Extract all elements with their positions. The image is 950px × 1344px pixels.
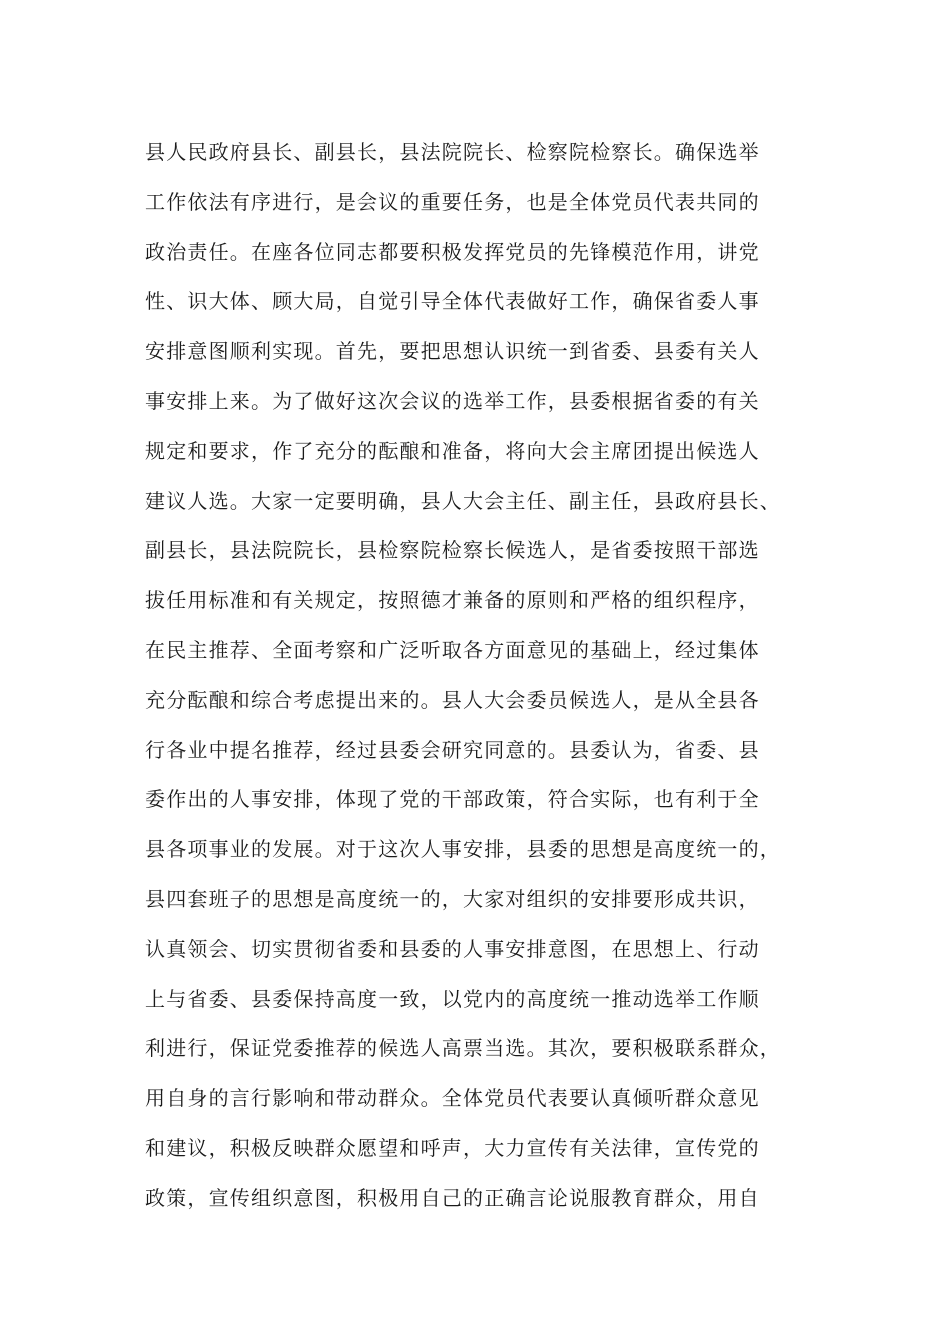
text-line: 事安排上来。为了做好这次会议的选举工作，县委根据省委的有关 <box>145 388 760 413</box>
text-line: 规定和要求，作了充分的酝酿和准备，将向大会主席团提出候选人 <box>145 438 760 463</box>
text-line: 性、识大体、顾大局，自觉引导全体代表做好工作，确保省委人事 <box>145 289 760 314</box>
text-line: 认真领会、切实贯彻省委和县委的人事安排意图，在思想上、行动 <box>145 936 760 961</box>
text-line: 工作依法有序进行，是会议的重要任务，也是全体党员代表共同的 <box>145 189 760 214</box>
text-line: 建议人选。大家一定要明确，县人大会主任、副主任，县政府县长、 <box>145 488 781 513</box>
text-line: 用自身的言行影响和带动群众。全体党员代表要认真倾听群众意见 <box>145 1086 760 1111</box>
text-line: 行各业中提名推荐，经过县委会研究同意的。县委认为，省委、县 <box>145 737 760 762</box>
text-line: 上与省委、县委保持高度一致，以党内的高度统一推动选举工作顺 <box>145 986 760 1011</box>
text-line: 副县长，县法院院长，县检察院检察长候选人，是省委按照干部选 <box>145 538 760 563</box>
text-line: 县各项事业的发展。对于这次人事安排，县委的思想是高度统一的， <box>145 837 781 862</box>
text-line: 拔任用标准和有关规定，按照德才兼备的原则和严格的组织程序， <box>145 588 760 613</box>
text-line: 在民主推荐、全面考察和广泛听取各方面意见的基础上，经过集体 <box>145 637 760 662</box>
text-line: 安排意图顺利实现。首先，要把思想认识统一到省委、县委有关人 <box>145 339 760 364</box>
text-line: 县人民政府县长、副县长，县法院院长、检察院检察长。确保选举 <box>145 140 760 164</box>
text-line: 和建议，积极反映群众愿望和呼声，大力宣传有关法律，宣传党的 <box>145 1135 760 1160</box>
text-line: 委作出的人事安排，体现了党的干部政策，符合实际，也有利于全 <box>145 787 760 812</box>
body-text <box>145 128 845 1224</box>
text-line: 充分酝酿和综合考虑提出来的。县人大会委员候选人，是从全县各 <box>145 687 760 712</box>
text-line: 政策，宣传组织意图，积极用自己的正确言论说服教育群众，用自 <box>145 1185 760 1210</box>
text-line: 县四套班子的思想是高度统一的，大家对组织的安排要形成共识， <box>145 886 760 911</box>
text-line: 政治责任。在座各位同志都要积极发挥党员的先锋模范作用，讲党 <box>145 239 760 264</box>
text-line: 利进行，保证党委推荐的候选人高票当选。其次，要积极联系群众， <box>145 1036 781 1061</box>
